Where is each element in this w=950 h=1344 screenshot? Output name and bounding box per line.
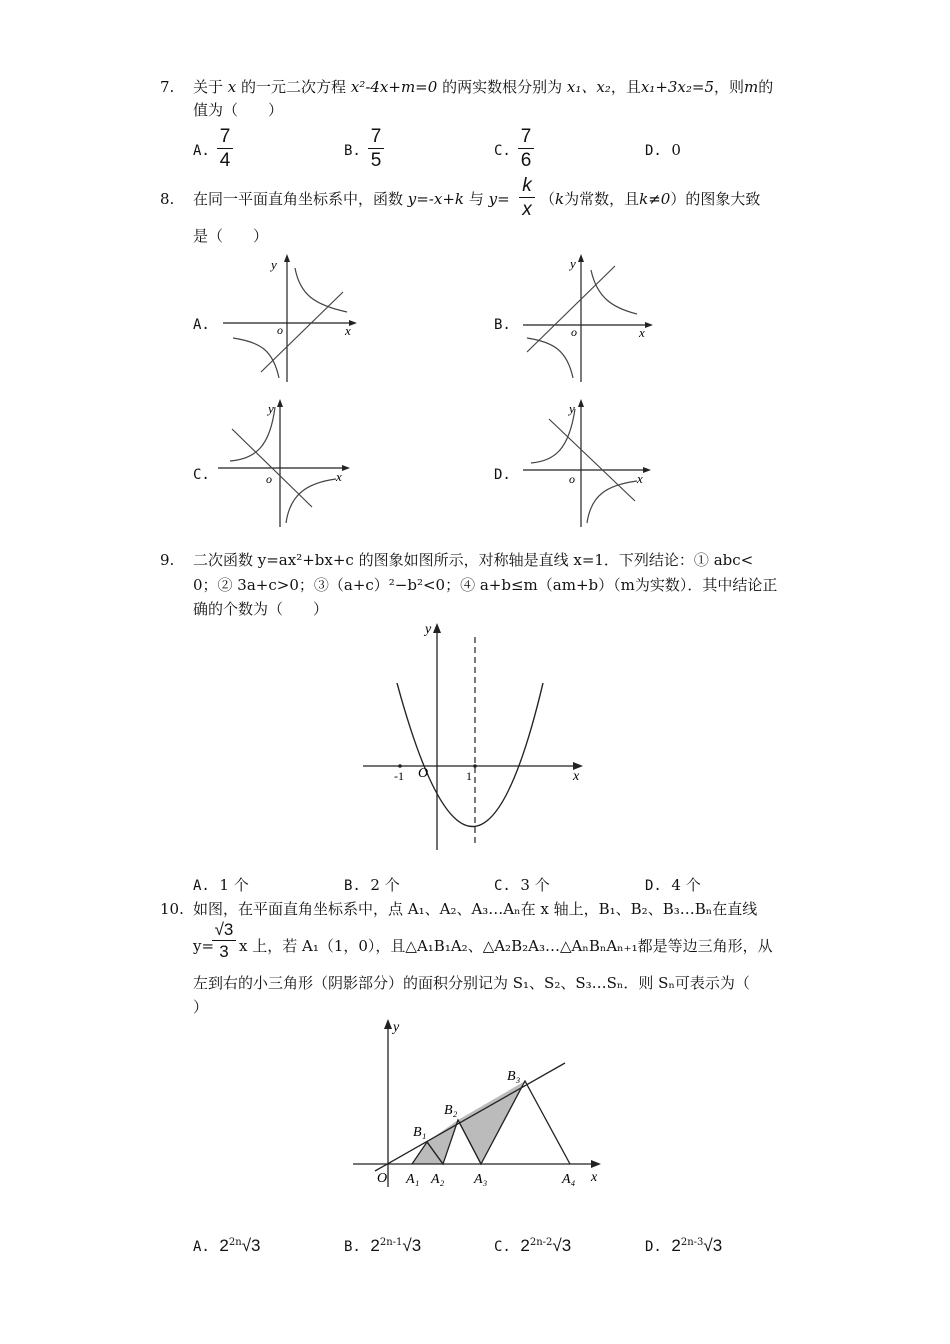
q7-text: 的一元二次方程 bbox=[241, 78, 347, 96]
q7-equation: x²-4x+m=0 bbox=[350, 78, 438, 96]
option-label: B. bbox=[344, 143, 361, 159]
option-label: D. bbox=[645, 143, 662, 159]
q8-condition: k≠0 bbox=[639, 190, 671, 208]
x-axis-label: x bbox=[591, 1170, 598, 1185]
q8-option-c[interactable] bbox=[193, 465, 210, 483]
q7-stem-line2: 值为（ ） bbox=[193, 101, 284, 119]
x-axis-label: x bbox=[637, 471, 643, 486]
option-label: D. bbox=[645, 878, 662, 894]
q10-option-d[interactable] bbox=[645, 1236, 722, 1256]
option-text: 4 个 bbox=[671, 876, 701, 894]
q10-triangles-graph bbox=[345, 1015, 610, 1195]
y-axis-label: y bbox=[569, 401, 575, 416]
q8-number: 8. bbox=[160, 190, 175, 208]
q7-var: x bbox=[227, 78, 237, 96]
q10-option-a[interactable] bbox=[193, 1236, 260, 1256]
q7-condition: x₁+3x₂=5 bbox=[640, 78, 715, 96]
q7-stem-line1 bbox=[193, 78, 773, 96]
q9-number: 9. bbox=[160, 551, 175, 569]
q8-text: 在同一平面直角坐标系中，函数 bbox=[193, 190, 404, 208]
denominator: 3 bbox=[219, 942, 229, 961]
q10-fraction bbox=[212, 921, 236, 960]
tick-label-neg1: -1 bbox=[394, 769, 404, 783]
q9-option-b[interactable] bbox=[344, 874, 400, 895]
y-axis-label: y bbox=[271, 257, 277, 272]
q8-var: k bbox=[555, 190, 565, 208]
q8-text: 为常数，且 bbox=[564, 190, 640, 208]
option-label: B. bbox=[344, 878, 361, 894]
q7-option-a[interactable] bbox=[193, 141, 210, 159]
q10-stem-line1: 如图，在平面直角坐标系中，点 A₁、A₂、A₃…Aₙ在 x 轴上，B₁、B₂、B₃…Bₙ在直线 bbox=[193, 900, 758, 918]
q9-stem-line2: 0；② 3a+c>0；③（a+c）²−b²<0；④ a+b≤m（am+b）（m为实数）．其中结论正 bbox=[193, 576, 778, 594]
q9-option-a[interactable] bbox=[193, 874, 249, 895]
denominator: 5 bbox=[370, 150, 382, 171]
point-a2-label: A₂ bbox=[431, 1172, 445, 1187]
option-exponent: 2n-1 bbox=[379, 1237, 403, 1248]
option-exponent: 2n bbox=[228, 1237, 242, 1248]
q7-option-b[interactable] bbox=[344, 141, 361, 159]
option-text: 3 个 bbox=[520, 876, 550, 894]
point-b2-label: B₂ bbox=[444, 1103, 458, 1118]
point-b1-label: B₁ bbox=[413, 1125, 427, 1140]
q8-text: ）的图象大致 bbox=[670, 190, 761, 208]
option-exponent: 2n-3 bbox=[680, 1237, 704, 1248]
option-radical: √3 bbox=[552, 1236, 572, 1255]
x-axis-label: x bbox=[345, 323, 351, 338]
q8-stem-line1-tail bbox=[540, 190, 760, 208]
option-exponent: 2n-2 bbox=[529, 1237, 553, 1248]
q10-stem-line3: 左到右的小三角形（阴影部分）的面积分别记为 S₁、S₂、S₃…Sₙ．则 Sₙ可表示为（ bbox=[193, 974, 750, 992]
numerator: k bbox=[522, 175, 532, 196]
q7-text: 关于 bbox=[193, 78, 224, 96]
q7-text: ，且 bbox=[610, 78, 641, 96]
q8-graph-c bbox=[210, 395, 360, 530]
q7-text: ，则 bbox=[714, 78, 745, 96]
q10-stem-line2-lhs: y= bbox=[193, 937, 215, 955]
point-a4-label: A₄ bbox=[562, 1172, 576, 1187]
denominator: 4 bbox=[219, 150, 231, 171]
q7-option-c[interactable] bbox=[494, 141, 511, 159]
origin-label: O bbox=[377, 1171, 388, 1186]
q9-stem-line3: 确的个数为（ ） bbox=[193, 600, 329, 618]
y-axis-label: y bbox=[393, 1020, 400, 1035]
denominator: x bbox=[522, 199, 532, 220]
option-label: C. bbox=[494, 878, 511, 894]
origin-label: o bbox=[571, 325, 577, 339]
q8-text: 与 bbox=[468, 190, 484, 208]
q10-number: 10. bbox=[160, 900, 184, 918]
y-axis-label: y bbox=[268, 401, 274, 416]
x-axis-label: x bbox=[639, 325, 645, 340]
option-base: 2 bbox=[520, 1236, 530, 1255]
x-axis-label: x bbox=[336, 469, 342, 484]
q8-stem-line1 bbox=[193, 190, 510, 208]
point-a3-label: A₃ bbox=[474, 1172, 488, 1187]
q7-text: 的两实数根分别为 bbox=[442, 78, 563, 96]
q8-fraction bbox=[519, 176, 535, 219]
origin-label: o bbox=[266, 472, 272, 486]
q8-option-b[interactable] bbox=[494, 315, 511, 333]
q8-option-a[interactable] bbox=[193, 315, 210, 333]
denominator: 6 bbox=[520, 150, 532, 171]
tick-label-1: 1 bbox=[466, 769, 472, 783]
q8-option-d[interactable] bbox=[494, 465, 511, 483]
numerator: 7 bbox=[370, 126, 382, 147]
y-axis-label: y bbox=[570, 256, 576, 271]
q8-text: （ bbox=[540, 190, 556, 208]
point-b3-label: B₃ bbox=[507, 1069, 521, 1084]
option-base: 2 bbox=[219, 1236, 229, 1255]
q7-option-c-fraction bbox=[518, 127, 534, 170]
q10-stem-line2: x 上，若 A₁（1，0），且△A₁B₁A₂、△A₂B₂A₃…△AₙBₙAₙ₊₁都是等边三角形，从 bbox=[239, 937, 773, 955]
q9-parabola-graph bbox=[355, 615, 595, 855]
option-label: C. bbox=[193, 467, 210, 483]
option-radical: √3 bbox=[402, 1236, 422, 1255]
point-a1-label: A₁ bbox=[406, 1172, 420, 1187]
q8-function2-lhs: y= bbox=[488, 190, 510, 208]
option-label: D. bbox=[645, 1239, 662, 1255]
numerator: 7 bbox=[520, 126, 532, 147]
q8-graph-b bbox=[515, 250, 660, 385]
x-axis-label: x bbox=[573, 769, 580, 784]
option-label: B. bbox=[494, 317, 511, 333]
option-label: A. bbox=[193, 1239, 210, 1255]
option-radical: √3 bbox=[703, 1236, 723, 1255]
option-label: A. bbox=[193, 317, 210, 333]
option-text: 1 个 bbox=[219, 876, 249, 894]
q8-graph-a bbox=[215, 250, 365, 385]
q7-roots: x₁、x₂ bbox=[566, 78, 611, 96]
option-label: C. bbox=[494, 1239, 511, 1255]
y-axis-label: y bbox=[425, 622, 432, 637]
q10-option-b[interactable] bbox=[344, 1236, 421, 1256]
q10-stem-line4: ） bbox=[193, 998, 209, 1016]
option-text: 0 bbox=[671, 141, 681, 159]
q8-graph-d bbox=[515, 395, 660, 530]
q7-var: m bbox=[744, 78, 759, 96]
q9-option-c[interactable] bbox=[494, 874, 550, 895]
q7-option-d[interactable] bbox=[645, 141, 681, 159]
origin-label: o bbox=[569, 472, 575, 486]
option-radical: √3 bbox=[241, 1236, 261, 1255]
q10-option-c[interactable] bbox=[494, 1236, 571, 1256]
origin-label: o bbox=[277, 323, 283, 337]
q7-number: 7. bbox=[160, 78, 175, 96]
q9-option-d[interactable] bbox=[645, 874, 701, 895]
option-label: A. bbox=[193, 143, 210, 159]
option-label: D. bbox=[494, 467, 511, 483]
numerator: √3 bbox=[214, 920, 234, 939]
option-label: C. bbox=[494, 143, 511, 159]
option-base: 2 bbox=[370, 1236, 380, 1255]
origin-label: O bbox=[418, 766, 429, 781]
option-base: 2 bbox=[671, 1236, 681, 1255]
option-label: A. bbox=[193, 878, 210, 894]
q7-option-b-fraction bbox=[368, 127, 384, 170]
numerator: 7 bbox=[219, 126, 231, 147]
q7-text: 的 bbox=[758, 78, 774, 96]
q9-stem-line1: 二次函数 y=ax²+bx+c 的图象如图所示，对称轴是直线 x=1．下列结论：① abc< bbox=[193, 551, 754, 569]
q7-option-a-fraction bbox=[217, 127, 233, 170]
q8-function1: y=-x+k bbox=[407, 190, 465, 208]
option-label: B. bbox=[344, 1239, 361, 1255]
option-text: 2 个 bbox=[370, 876, 400, 894]
q8-stem-line2: 是（ ） bbox=[193, 227, 269, 245]
